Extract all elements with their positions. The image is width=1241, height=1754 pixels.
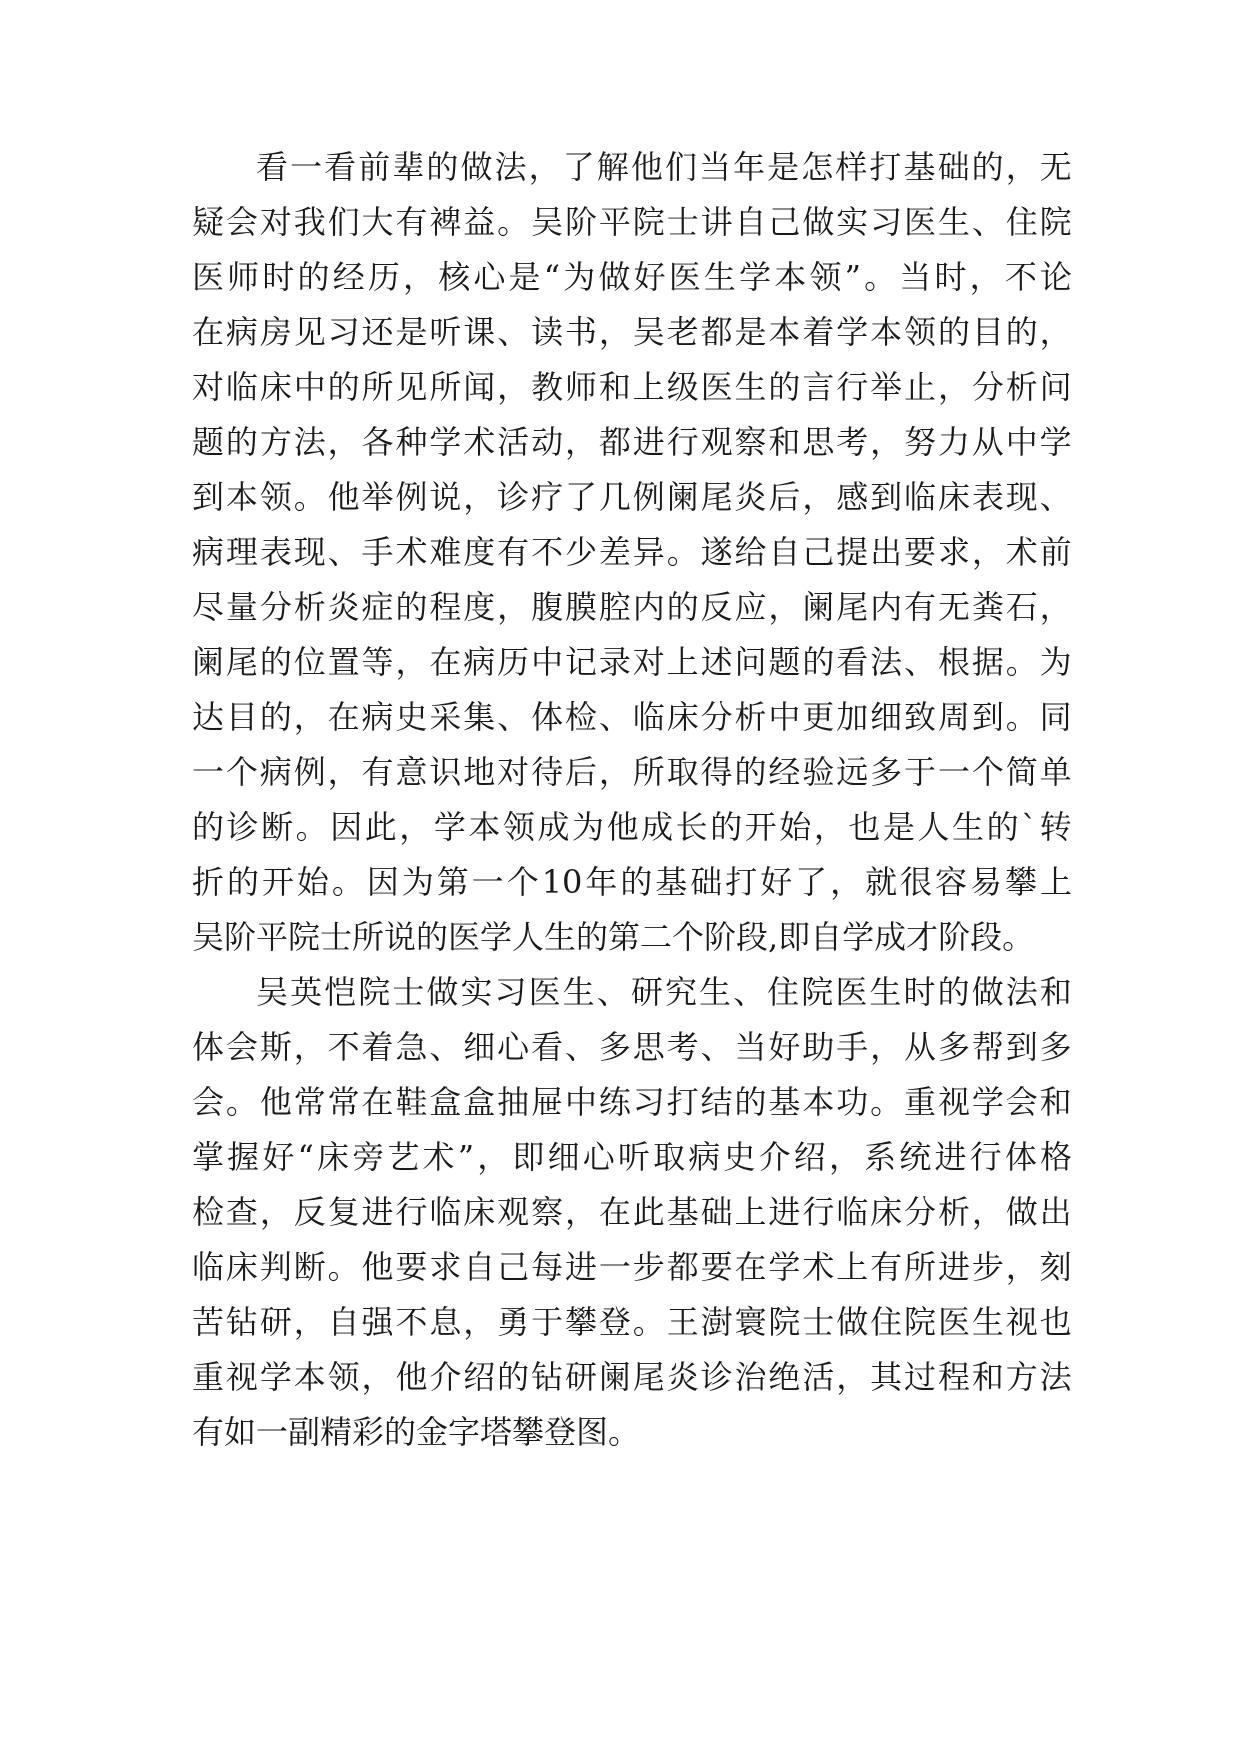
paragraph-1-line-15: 吴阶平院士所说的医学人生的第二个阶段,即自学成才阶段。 (192, 918, 1035, 956)
paragraph-1-line-2: 疑 会 对 我 们 大 有 裨 益 。 吴 阶 平 院 士 讲 自 己 做 实 习 医 生 、 住 院 (192, 203, 1072, 241)
paragraph-1-line-9: 尽 量 分 析 炎 症 的 程 度 ， 腹 膜 腔 内 的 反 应 ， 阑 尾 内 有 无 粪 石 ， (192, 588, 1072, 626)
paragraph-1-line-5: 对 临 床 中 的 所 见 所 闻 ， 教 师 和 上 级 医 生 的 言 行 举 止 ， 分 析 问 (192, 368, 1072, 406)
paragraph-2-line-7: 苦 钻 研 ， 自 强 不 息 ， 勇 于 攀 登 。 王 澍 寰 院 士 做 住 院 医 生 视 也 (192, 1303, 1072, 1341)
paragraph-2-line-6: 临 床 判 断 。 他 要 求 自 己 每 进 一 步 都 要 在 学 术 上 有 所 进 步 ， 刻 (192, 1248, 1072, 1286)
paragraph-1-line-1: 看 一 看 前 辈 的 做 法 ， 了 解 他 们 当 年 是 怎 样 打 基 础 的 ， 无 (256, 148, 1072, 186)
paragraph-1-line-14: 折 的 开 始 。 因 为 第 一 个 10 年 的 基 础 打 好 了 ， 就 很 容 易 攀 上 (192, 863, 1072, 901)
paragraph-2-line-1: 吴 英 恺 院 士 做 实 习 医 生 、 研 究 生 、 住 院 医 生 时 的 做 法 和 (256, 973, 1072, 1011)
paragraph-1-line-8: 病 理 表 现 、 手 术 难 度 有 不 少 差 异 。 遂 给 自 己 提 出 要 求 ， 术 前 (192, 533, 1072, 571)
paragraph-2-line-5: 检 查 ， 反 复 进 行 临 床 观 察 ， 在 此 基 础 上 进 行 临 床 分 析 ， 做 出 (192, 1193, 1072, 1231)
paragraph-1-line-7: 到 本 领 。 他 举 例 说 ， 诊 疗 了 几 例 阑 尾 炎 后 ， 感 到 临 床 表 现 、 (192, 478, 1072, 516)
paragraph-1-line-13: 的 诊 断 。 因 此 ， 学 本 领 成 为 他 成 长 的 开 始 ， 也 是 人 生 的 ` 转 (192, 808, 1072, 846)
paragraph-2-line-3: 会 。 他 常 常 在 鞋 盒 盒 抽 屉 中 练 习 打 结 的 基 本 功 。 重 视 学 会 和 (192, 1083, 1072, 1121)
paragraph-1-line-11: 达 目 的 ， 在 病 史 采 集 、 体 检 、 临 床 分 析 中 更 加 细 致 周 到 。 同 (192, 698, 1072, 736)
paragraph-1-line-12: 一 个 病 例 ， 有 意 识 地 对 待 后 ， 所 取 得 的 经 验 远 多 于 一 个 简 单 (192, 753, 1072, 791)
paragraph-1-line-4: 在 病 房 见 习 还 是 听 课 、 读 书 ， 吴 老 都 是 本 着 学 本 领 的 目 的 ， (192, 313, 1072, 351)
paragraph-2-line-8: 重 视 学 本 领 ， 他 介 绍 的 钻 研 阑 尾 炎 诊 治 绝 活 ， 其 过 程 和 方 法 (192, 1358, 1072, 1396)
paragraph-2-line-9: 有如一副精彩的金字塔攀登图。 (192, 1413, 641, 1451)
paragraph-1-line-10: 阑 尾 的 位 置 等 ， 在 病 历 中 记 录 对 上 述 问 题 的 看 法 、 根 据 。 为 (192, 643, 1072, 681)
paragraph-1-line-6: 题 的 方 法 ， 各 种 学 术 活 动 ， 都 进 行 观 察 和 思 考 ， 努 力 从 中 学 (192, 423, 1072, 461)
paragraph-1-line-3: 医 师 时 的 经 历 ， 核 心 是 “ 为 做 好 医 生 学 本 领 ” 。 当 时 ， 不 论 (192, 258, 1072, 296)
paragraph-2-line-4: 掌 握 好 “ 床 旁 艺 术 ” ， 即 细 心 听 取 病 史 介 绍 ， 系 统 进 行 体 格 (192, 1138, 1072, 1176)
paragraph-2-line-2: 体 会 斯 ， 不 着 急 、 细 心 看 、 多 思 考 、 当 好 助 手 ， 从 多 帮 到 多 (192, 1028, 1072, 1066)
